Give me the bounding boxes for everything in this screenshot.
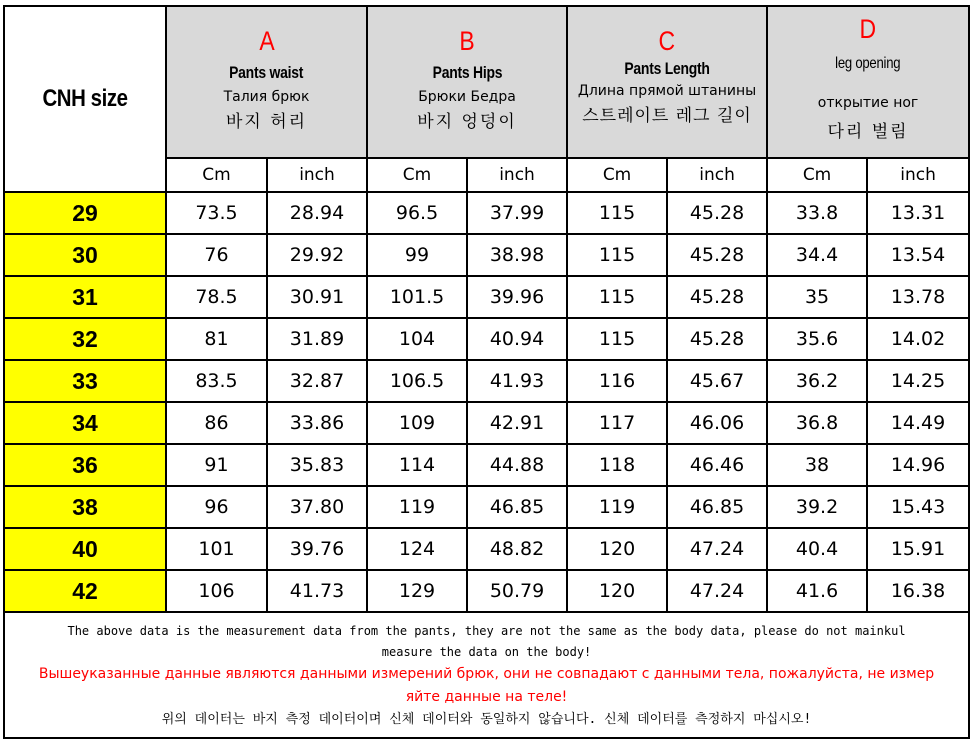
disclaimer-ru-line: яйте данные на теле! [405,688,568,705]
measurement-cell: 106 [166,570,267,612]
size-value: 32 [4,318,166,360]
measurement-cell: 104 [367,318,467,360]
disclaimer-en-line: measure the data on the body! [381,644,592,659]
measurement-cell: 46.46 [667,444,767,486]
measurement-cell: 38 [767,444,867,486]
measurement-cell: 45.28 [667,276,767,318]
measurement-cell: 91 [166,444,267,486]
measurement-cell: 46.06 [667,402,767,444]
measurement-cell: 78.5 [166,276,267,318]
measurement-cell: 115 [567,234,667,276]
size-row [4,234,969,276]
disclaimer-en [5,621,968,663]
measurement-cell: 115 [567,192,667,234]
measurement-cell: 96.5 [367,192,467,234]
column-title-en: leg opening [835,55,901,72]
measurement-cell: 38.98 [467,234,567,276]
disclaimer-ko: 위의 데이터는 바지 측정 데이터이며 신체 데이터와 동일하지 않습니다. 신체 데이터를 측정하지 마십시오! [161,711,812,727]
size-value: 30 [4,234,166,276]
size-value: 29 [4,192,166,234]
size-value: 33 [4,360,166,402]
column-title-ko: 다리 벌림 [827,122,909,142]
disclaimer-ru-line: Вышеуказанные данные являются данными измерений брюк, они не совпадают с данными тела, пожалуйста, не измер [38,665,935,682]
measurement-cell: 16.38 [867,570,969,612]
size-row [4,444,969,486]
measurement-cell: 39.2 [767,486,867,528]
size-value: 31 [4,276,166,318]
size-row [4,528,969,570]
measurement-cell: 115 [567,276,667,318]
measurement-cell: 37.80 [267,486,367,528]
column-title-ru: Талия брюк [223,89,310,105]
measurement-cell: 44.88 [467,444,567,486]
measurement-cell: 40.4 [767,528,867,570]
unit-cell: Cm [367,158,467,192]
measurement-cell: 13.31 [867,192,969,234]
measurement-cell: 33.86 [267,402,367,444]
measurement-cell: 29.92 [267,234,367,276]
measurement-cell: 48.82 [467,528,567,570]
column-group-c [567,6,767,158]
column-title-ru: открытие ног [817,95,919,111]
measurement-cell: 45.28 [667,192,767,234]
measurement-cell: 47.24 [667,570,767,612]
unit-cell: Cm [767,158,867,192]
measurement-cell: 96 [166,486,267,528]
size-value: 40 [4,528,166,570]
disclaimer-note [4,612,969,738]
measurement-cell: 15.43 [867,486,969,528]
column-title-en: Pants Hips [432,63,502,82]
measurement-cell: 14.96 [867,444,969,486]
measurement-cell: 83.5 [166,360,267,402]
column-letter: C [658,26,676,56]
measurement-cell: 39.96 [467,276,567,318]
column-letter: D [859,14,877,44]
measurement-cell: 45.28 [667,318,767,360]
measurement-cell: 14.25 [867,360,969,402]
column-title-ko: 바지 허리 [225,112,308,132]
unit-cell: inch [467,158,567,192]
column-group-b [367,6,567,158]
column-title-ko: 바지 엉덩이 [417,112,517,132]
measurement-cell: 129 [367,570,467,612]
measurement-cell: 36.8 [767,402,867,444]
size-value: 38 [4,486,166,528]
measurement-cell: 101 [166,528,267,570]
measurement-cell: 120 [567,570,667,612]
measurement-cell: 50.79 [467,570,567,612]
measurement-cell: 42.91 [467,402,567,444]
header-row [4,6,969,158]
disclaimer-ru [5,663,968,709]
column-group-d [767,6,969,158]
unit-cell: inch [867,158,969,192]
measurement-cell: 76 [166,234,267,276]
measurement-cell: 114 [367,444,467,486]
measurement-cell: 31.89 [267,318,367,360]
measurement-cell: 117 [567,402,667,444]
measurement-cell: 118 [567,444,667,486]
measurement-cell: 13.54 [867,234,969,276]
measurement-cell: 35 [767,276,867,318]
column-letter: B [459,26,475,56]
unit-cell: Cm [166,158,267,192]
measurement-cell: 28.94 [267,192,367,234]
measurement-cell: 81 [166,318,267,360]
measurement-cell: 41.93 [467,360,567,402]
measurement-cell: 14.49 [867,402,969,444]
measurement-cell: 30.91 [267,276,367,318]
measurement-cell: 101.5 [367,276,467,318]
measurement-cell: 120 [567,528,667,570]
measurement-cell: 40.94 [467,318,567,360]
measurement-cell: 35.6 [767,318,867,360]
measurement-cell: 73.5 [166,192,267,234]
size-value: 36 [4,444,166,486]
measurement-cell: 37.99 [467,192,567,234]
size-row [4,360,969,402]
measurement-cell: 41.6 [767,570,867,612]
measurement-cell: 36.2 [767,360,867,402]
size-row [4,318,969,360]
disclaimer-en-line: The above data is the measurement data from the pants, they are not the same as the body data, please do not mainkul [67,623,906,638]
unit-cell: inch [267,158,367,192]
size-row [4,402,969,444]
column-title-ru: Длина прямой штанины [577,83,757,99]
measurement-cell: 47.24 [667,528,767,570]
measurement-cell: 124 [367,528,467,570]
column-title-ru: Брюки Бедра [418,89,516,105]
measurement-cell: 13.78 [867,276,969,318]
unit-cell: inch [667,158,767,192]
measurement-cell: 45.28 [667,234,767,276]
measurement-cell: 119 [367,486,467,528]
column-title-en: Pants waist [229,63,304,82]
column-group-a [166,6,367,158]
column-title-en: Pants Length [624,59,710,78]
size-table [3,5,970,739]
measurement-cell: 41.73 [267,570,367,612]
size-column-title: CNH size [42,85,128,112]
measurement-cell: 46.85 [667,486,767,528]
size-row [4,570,969,612]
size-value: 34 [4,402,166,444]
size-row [4,486,969,528]
measurement-cell: 86 [166,402,267,444]
measurement-cell: 39.76 [267,528,367,570]
measurement-cell: 32.87 [267,360,367,402]
measurement-cell: 119 [567,486,667,528]
measurement-cell: 106.5 [367,360,467,402]
measurement-cell: 33.8 [767,192,867,234]
measurement-cell: 99 [367,234,467,276]
size-header-cell [4,6,166,192]
measurement-cell: 34.4 [767,234,867,276]
measurement-cell: 35.83 [267,444,367,486]
unit-cell: Cm [567,158,667,192]
measurement-cell: 15.91 [867,528,969,570]
size-value: 42 [4,570,166,612]
measurement-cell: 115 [567,318,667,360]
measurement-cell: 45.67 [667,360,767,402]
footer-row [4,612,969,738]
measurement-cell: 109 [367,402,467,444]
column-title-ko: 스트레이트 레그 길이 [582,106,752,126]
size-row [4,192,969,234]
measurement-cell: 116 [567,360,667,402]
measurement-cell: 14.02 [867,318,969,360]
measurement-cell: 46.85 [467,486,567,528]
size-row [4,276,969,318]
column-letter: A [258,26,275,56]
